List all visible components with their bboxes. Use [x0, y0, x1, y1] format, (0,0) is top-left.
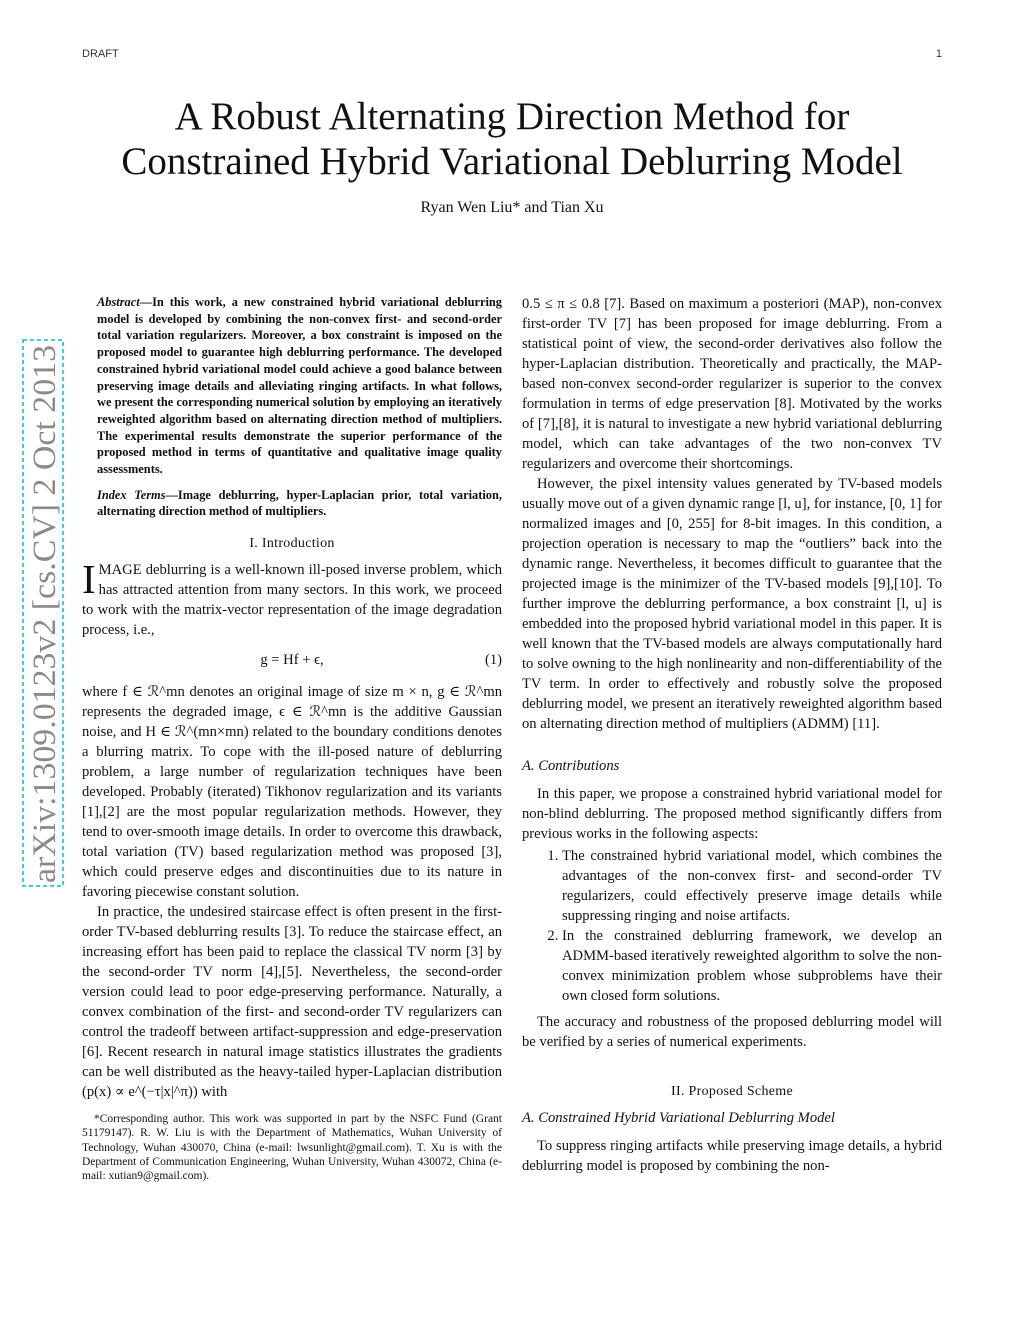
intro-paragraph-3: In practice, the undesired staircase effect is often present in the first-order TV-based deblurring results [3]. To reduce the staircase effect, an increasing effort has been paid to replace the classical TV norm [3] by the second-order TV norm [4],[5]. Nevertheless, the second-order version could lead to poor edge-preserving performance. Naturally, a convex combination of the first- and second-order TV regularizers can control the tradeoff between artifact-suppression and edge-preservation [6]. Recent research in natural image statistics illustrates the gradients can be well distributed as the heavy-tailed hyper-Laplacian distribution (p(x) ∝ e^(−τ|x|^π)) with	[82, 904, 502, 1101]
author-list: Ryan Wen Liu* and Tian Xu	[420, 199, 604, 216]
footnote: *Corresponding author. This work was supported in part by the NSFC Fund (Grant 51179147). R. W. Liu is with the Department of Mathematics, Wuhan University of Technology, Wuhan 430070, China (e-mail: lwsunlight@gmail.com). T. Xu is with the Department of Communication Engineering, Wuhan University, Wuhan 430072, China (e-mail: xutian9@gmail.com).	[82, 1113, 502, 1183]
subsection-heading-model: A. Constrained Hybrid Variational Deblurring Model	[522, 1110, 835, 1126]
scheme-paragraph-1: To suppress ringing artifacts while preserving image details, a hybrid deblurring model is proposed by combining the non-	[522, 1138, 942, 1174]
list-item: 1. The constrained hybrid variational model, which combines the advantages of the non-convex first- and second-order TV regularizers, could effectively preserve image details while suppressing ringing and noise artifacts.	[562, 846, 942, 926]
title-line-2: Constrained Hybrid Variational Deblurring Model	[121, 140, 903, 183]
title-line-1: A Robust Alternating Direction Method for	[174, 95, 850, 138]
subsection-heading-contributions: A. Contributions	[522, 758, 620, 774]
running-header: DRAFT	[82, 48, 119, 60]
contributions-intro: In this paper, we propose a constrained hybrid variational model for non-blind deblurring. The proposed method significantly differs from previous works in the following aspects:	[522, 786, 942, 842]
index-terms-label: Index Terms	[97, 487, 166, 502]
equation-1	[82, 650, 502, 672]
intro-paragraph-2: where f ∈ ℛ^mn denotes an original image of size m × n, g ∈ ℛ^mn represents the degraded image, ϵ ∈ ℛ^mn is the additive Gaussian noise, and H ∈ ℛ^(mn×mn) related to the boundary conditions denotes a blurring matrix. To cope with the ill-posed nature of deblurring problem, a large number of regularization techniques have been developed. Probably (iterated) Tikhonov regularization and its variants [1],[2] are the most popular regularization methods. However, they tend to over-smooth image details. In order to overcome this drawback, total variation (TV) based regularization method was proposed [3], which could preserve edges and discontinuities due to its nature in favoring piecewise constant solution.	[82, 684, 502, 901]
page-number: 1	[935, 48, 942, 60]
right-paragraph-1: 0.5 ≤ π ≤ 0.8 [7]. Based on maximum a posteriori (MAP), non-convex first-order TV [7] has been proposed for image deblurring. From a statistical point of view, the second-order derivatives also follow the hyper-Laplacian distribution. Theoretically and practically, the MAP-based non-convex second-order regularizer is superior to the convex formulation in terms of edge preservation [8]. Motivated by the works of [7],[8], it is natural to investigate a new hybrid variational deblurring model, which can take advantages of the two non-convex TV regularizers and overcome their shortcomings.	[522, 296, 942, 472]
paper-title	[82, 94, 942, 184]
abstract-label: Abstract	[97, 295, 140, 309]
abstract-text: —In this work, a new constrained hybrid variational deblurring model is developed by combining the non-convex first- and second-order total variation regularizers. Moreover, a box constraint is imposed on the proposed model to guarantee high deblurring performance. The developed constrained hybrid variational model could achieve a good balance between preserving image details and alleviating ringing artifacts. In what follows, we present the corresponding numerical solution by employing an iteratively reweighted algorithm based on alternating direction method of multipliers. The experimental results demonstrate the superior performance of the proposed method in terms of quantitative and qualitative image quality assessments.	[97, 295, 502, 477]
intro-paragraph-1	[82, 556, 502, 640]
right-paragraph-2: However, the pixel intensity values generated by TV-based models usually move out of a given dynamic range [l, u], for instance, [0, 1] for normalized images and [0, 255] for 8-bit images. In this condition, a projection operation is necessary to map the “outliers” back into the dynamic range. Nevertheless, it becomes difficult to guarantee that the projected image is the minimizer of the TV-based models [9],[10]. To further improve the deblurring performance, a box constraint [l, u] is embedded into the proposed hybrid variational model in this paper. It is well known that the TV-based models are always computationally hard to solve owning to the high nonlinearity and non-differentiability of the TV term. In order to effectively and robustly solve the proposed deblurring model, we present an iteratively reweighted algorithm based on alternating direction method of multipliers (ADMM) [11].	[522, 476, 942, 732]
contributions-list	[522, 846, 942, 1006]
index-terms	[97, 487, 502, 520]
index-terms-text: —Image deblurring, hyper-Laplacian prior, total variation, alternating direction method of multipliers.	[97, 487, 502, 519]
list-item: 2. In the constrained deblurring framework, we develop an ADMM-based iteratively reweighted algorithm to solve the non-convex minimization problem whose subproblems have their own closed form solutions.	[562, 926, 942, 1006]
arxiv-identifier: arXiv:1309.0123v2 [cs.CV] 2 Oct 2013	[27, 358, 63, 883]
left-column	[82, 294, 502, 1184]
abstract	[97, 294, 502, 478]
section-heading-introduction: I. Introduction	[249, 536, 335, 552]
arxiv-sidebar-stamp	[20, 337, 66, 889]
drop-cap: I	[82, 556, 96, 603]
equation-1-body: g = Hf + ϵ,	[260, 652, 324, 669]
right-column	[522, 294, 942, 1176]
contributions-outro: The accuracy and robustness of the proposed deblurring model will be verified by a series of numerical experiments.	[522, 1014, 942, 1050]
section-heading-proposed-scheme: II. Proposed Scheme	[671, 1084, 793, 1099]
equation-1-number: (1)	[484, 652, 502, 669]
intro-p1-text: MAGE deblurring is a well-known ill-posed inverse problem, which has attracted attention from many sectors. In this work, we proceed to work with the matrix-vector representation of the image degradation process, i.e.,	[82, 562, 502, 639]
